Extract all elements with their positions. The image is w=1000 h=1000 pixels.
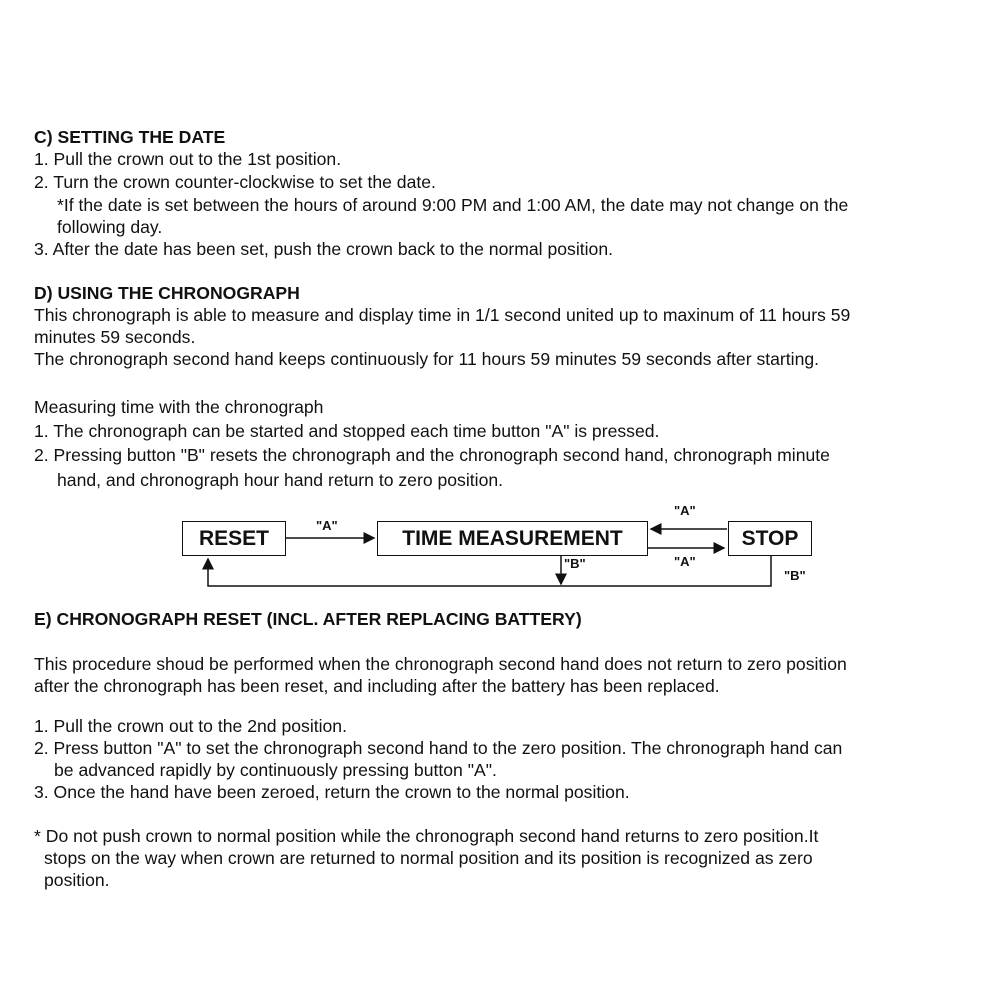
text-line: This chronograph is able to measure and display time in 1/1 second united up to maxinum of 11 hours 59 [34,305,851,325]
note-line: stops on the way when crown are returned to normal position and its position is recognized as zero [44,848,813,868]
subheading: Measuring time with the chronograph [34,397,324,417]
text-line: This procedure shoud be performed when the chronograph second hand does not return to zero position [34,654,847,674]
text-line: following day. [57,217,163,237]
label-a: "A" [316,518,338,533]
label-b: "B" [564,556,586,571]
text-line: 1. The chronograph can be started and stopped each time button "A" is pressed. [34,421,660,441]
text-line: 1. Pull the crown out to the 2nd position. [34,716,347,736]
text-line: 3. After the date has been set, push the crown back to the normal position. [34,239,613,259]
note-line: position. [44,870,110,890]
text-line: 2. Turn the crown counter-clockwise to set the date. [34,172,436,192]
stop-box: STOP [728,521,812,556]
label-b: "B" [784,568,806,583]
text-line: hand, and chronograph hour hand return to zero position. [57,470,504,490]
text-line: 2. Press button "A" to set the chronograph second hand to the zero position. The chronograph hand can [34,738,843,758]
label-a: "A" [674,554,696,569]
section-c-title: C) SETTING THE DATE [34,127,226,147]
reset-box: RESET [182,521,286,556]
note-line: * Do not push crown to normal position while the chronograph second hand returns to zero position.It [34,826,819,846]
text-line: 1. Pull the crown out to the 1st position. [34,149,342,169]
text-line: minutes 59 seconds. [34,327,196,347]
text-line: 2. Pressing button "B" resets the chronograph and the chronograph second hand, chronograph minute [34,445,830,465]
label-a: "A" [674,503,696,518]
section-e-title: E) CHRONOGRAPH RESET (INCL. AFTER REPLACING BATTERY) [34,609,582,629]
text-line: *If the date is set between the hours of around 9:00 PM and 1:00 AM, the date may not change on the [57,195,849,215]
text-line: 3. Once the hand have been zeroed, return the crown to the normal position. [34,782,630,802]
section-d-title: D) USING THE CHRONOGRAPH [34,283,300,303]
time-measurement-box: TIME MEASUREMENT [377,521,648,556]
text-line: be advanced rapidly by continuously pressing button "A". [54,760,497,780]
text-line: The chronograph second hand keeps continuously for 11 hours 59 minutes 59 seconds after starting. [34,349,820,369]
text-line: after the chronograph has been reset, and including after the battery has been replaced. [34,676,720,696]
